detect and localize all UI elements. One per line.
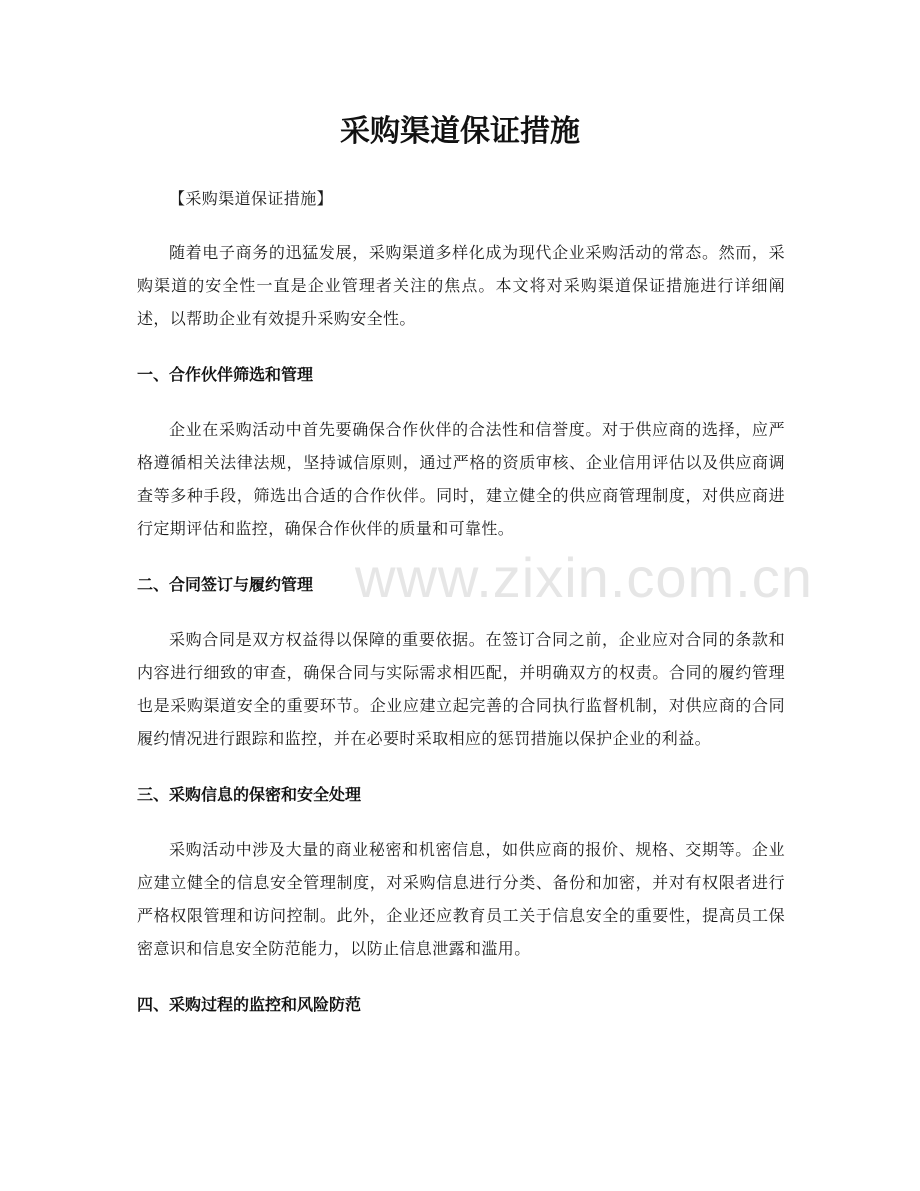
- watermark: www.zixin.com.cn: [355, 546, 813, 609]
- document-body: [137, 182, 785, 1043]
- section-heading-1: 一、合作伙伴筛选和管理: [137, 365, 314, 384]
- document-title: 采购渠道保证措施: [340, 114, 580, 149]
- tag-paragraph: 【采购渠道保证措施】: [169, 189, 334, 208]
- section-heading-3: 三、采购信息的保密和安全处理: [137, 785, 362, 804]
- section-heading-4: 四、采购过程的监控和风险防范: [137, 995, 362, 1014]
- section-heading-2: 二、合同签订与履约管理: [137, 575, 314, 594]
- intro-paragraph: 随着电子商务的迅猛发展，采购渠道多样化成为现代企业采购活动的常态。然而，采购渠道的安全性一直是企业管理者关注的焦点。本文将对采购渠道保证措施进行详细阐述，以帮助企业有效提升采购安全性。: [137, 243, 785, 328]
- section-body-2: 采购合同是双方权益得以保障的重要依据。在签订合同之前，企业应对合同的条款和内容进行细致的审查，确保合同与实际需求相匹配，并明确双方的权责。合同的履约管理也是采购渠道安全的重要环节。企业应建立起完善的合同执行监督机制，对供应商的合同履约情况进行跟踪和监控，并在必要时采取相应的惩罚措施以保护企业的利益。: [137, 630, 785, 748]
- section-body-3: 采购活动中涉及大量的商业秘密和机密信息，如供应商的报价、规格、交期等。企业应建立健全的信息安全管理制度，对采购信息进行分类、备份和加密，并对有权限者进行严格权限管理和访问控制。此外，企业还应教育员工关于信息安全的重要性，提高员工保密意识和信息安全防范能力，以防止信息泄露和滥用。: [137, 840, 785, 958]
- section-body-1: 企业在采购活动中首先要确保合作伙伴的合法性和信誉度。对于供应商的选择，应严格遵循相关法律法规，坚持诚信原则，通过严格的资质审核、企业信用评估以及供应商调查等多种手段，筛选出合适的合作伙伴。同时，建立健全的供应商管理制度，对供应商进行定期评估和监控，确保合作伙伴的质量和可靠性。: [137, 420, 785, 538]
